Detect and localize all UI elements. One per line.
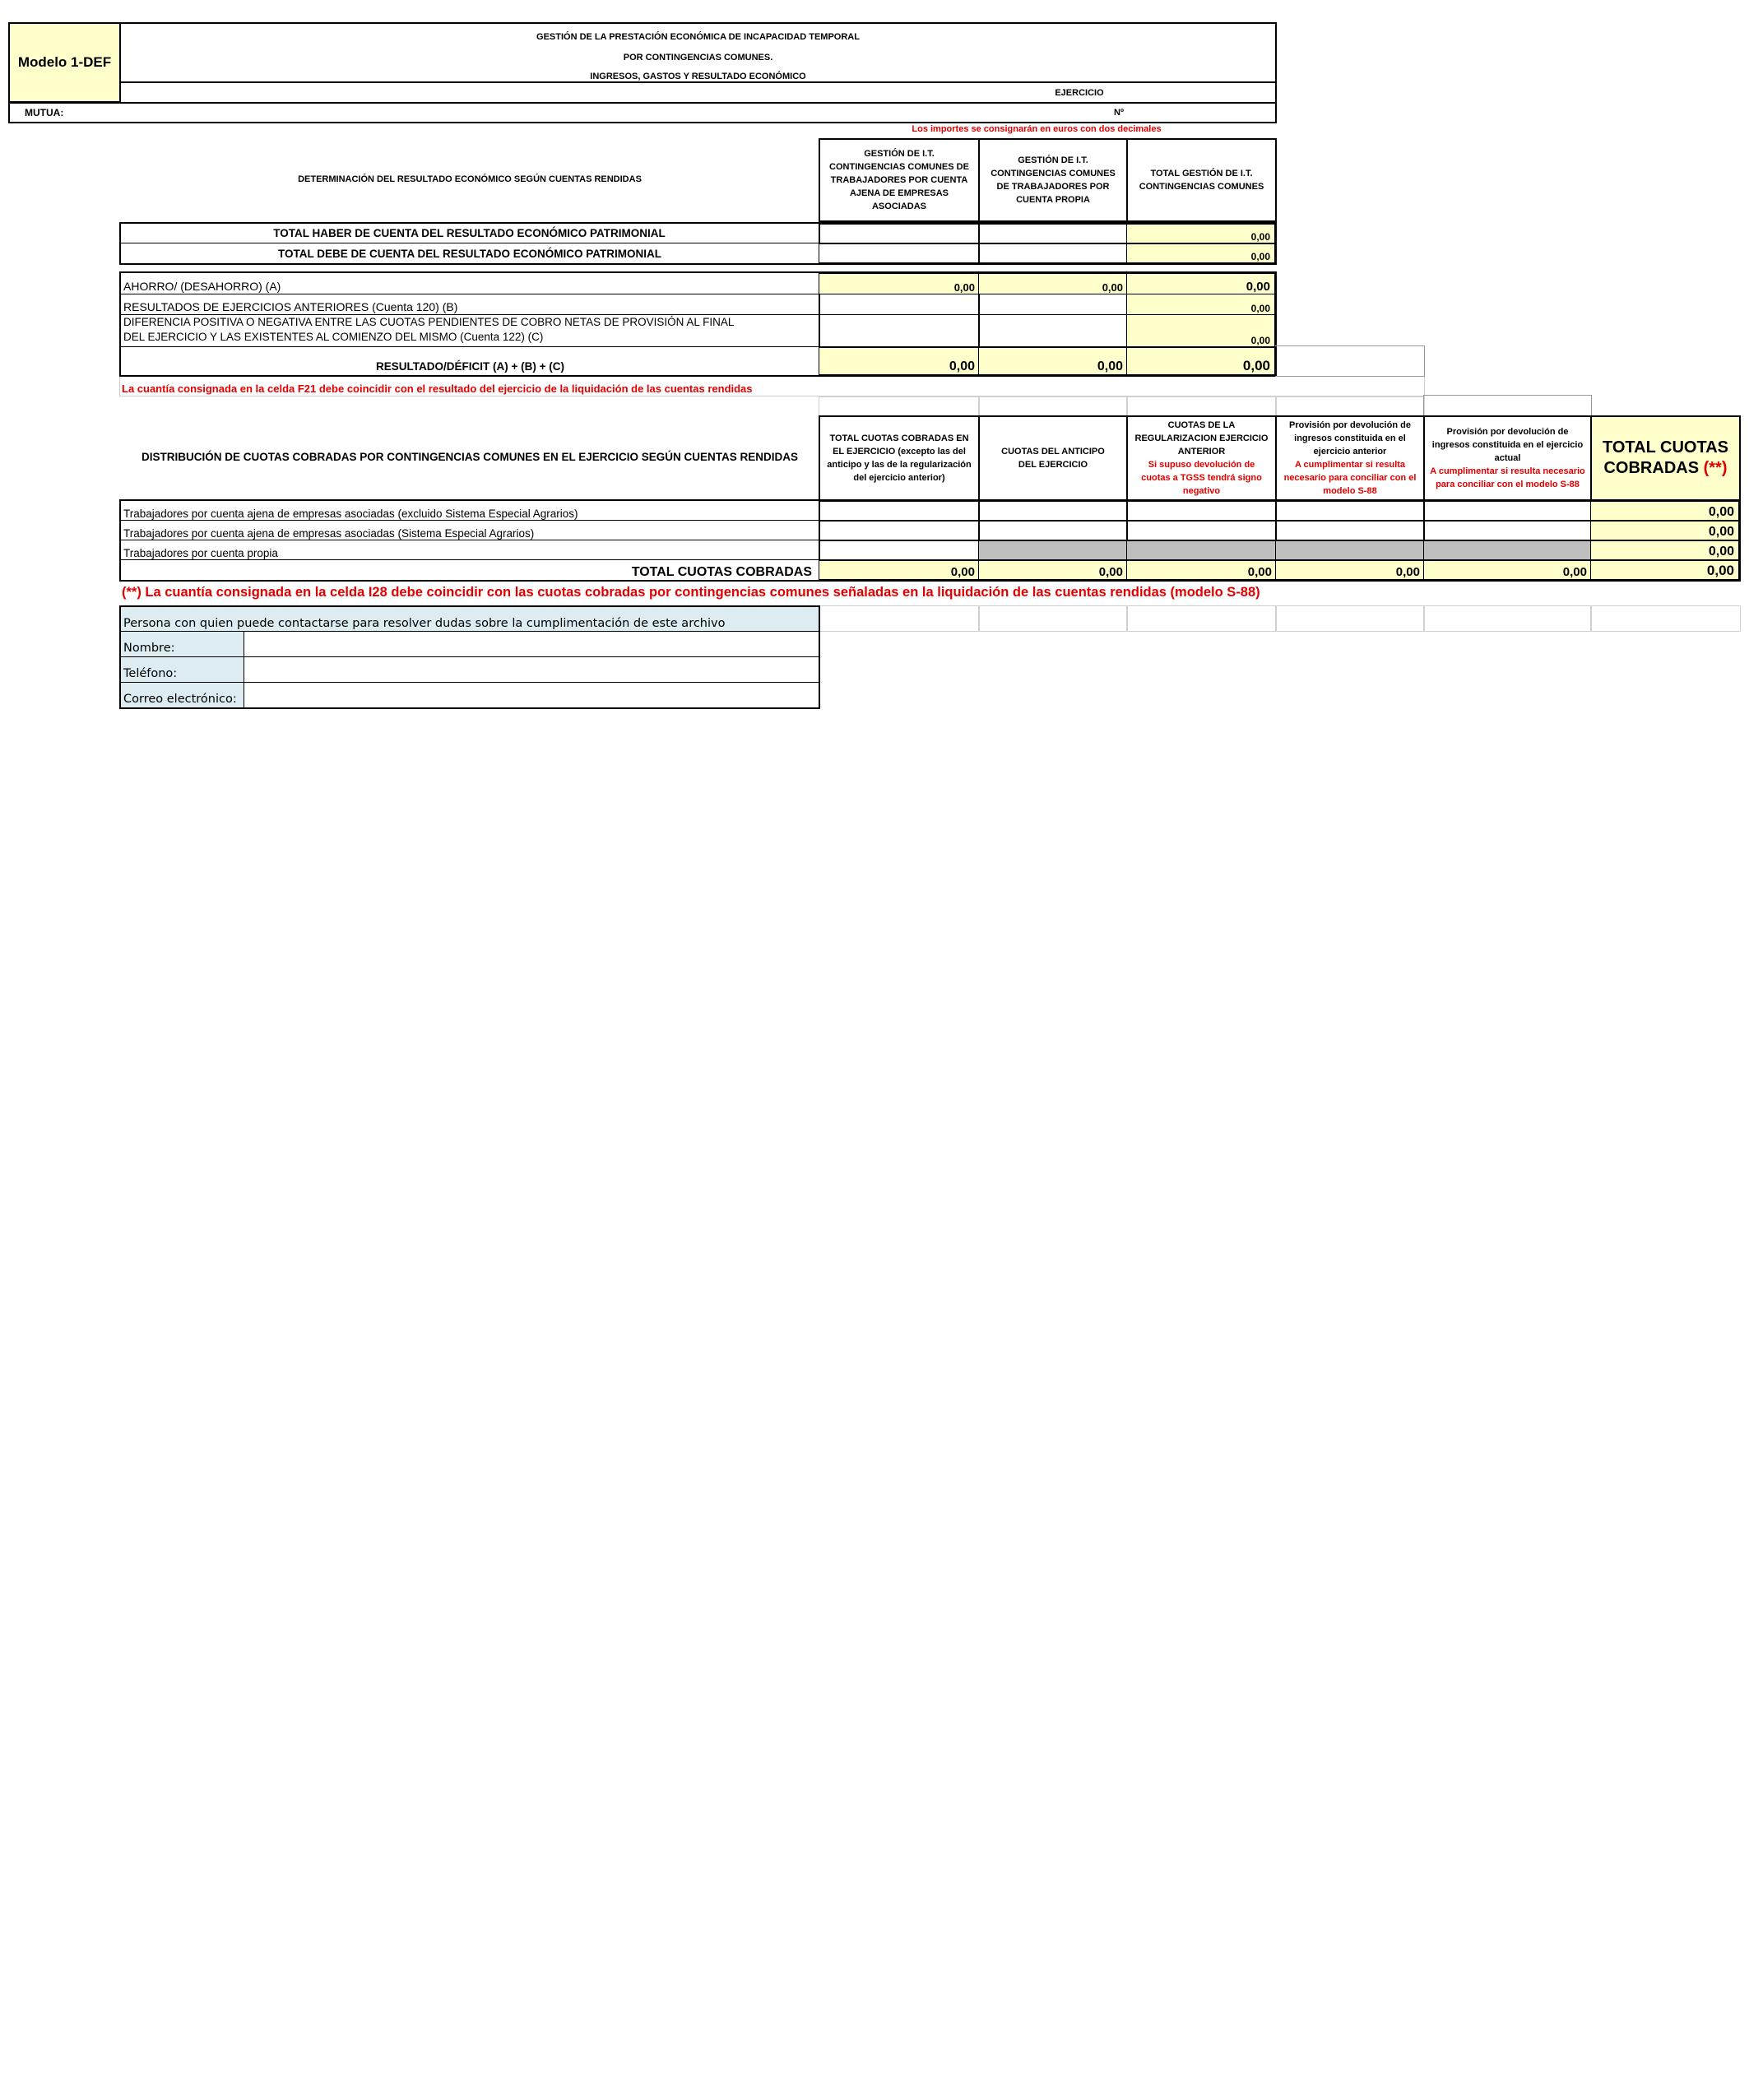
- guide-contacto-c5: [1423, 605, 1592, 632]
- cuotas-col5-red: A cumplimentar si resulta necesario para conciliar con el modelo S-88: [1430, 466, 1585, 489]
- numero-label: Nº: [1114, 108, 1124, 118]
- resultado-value-3: 0,00: [1126, 347, 1275, 375]
- cuotas-row2-c2[interactable]: [978, 521, 1128, 540]
- cuotas-col5-header: [1423, 415, 1592, 501]
- total-haber-c2[interactable]: [978, 224, 1128, 243]
- cuotas-row1-total: 0,00: [1590, 501, 1739, 521]
- resultado-col1-header: GESTIÓN DE I.T. CONTINGENCIAS COMUNES DE TRABAJADORES POR CUENTA AJENA DE EMPRESAS ASOCIADAS: [819, 138, 980, 222]
- title-line-1: GESTIÓN DE LA PRESTACIÓN ECONÓMICA DE INCAPACIDAD TEMPORAL: [536, 32, 860, 42]
- cuotas-col4-black: Provisión por devolución de ingresos constituida en el ejercicio anterior: [1289, 420, 1411, 457]
- correo-label: Correo electrónico:: [121, 683, 244, 707]
- ejercicio-row: [119, 81, 1277, 104]
- guide-row-c5: [1423, 395, 1592, 416]
- cuotas-row1-c1[interactable]: [819, 501, 980, 521]
- cuotas-row2-c1[interactable]: [819, 521, 980, 540]
- cuotas-total-label: TOTAL CUOTAS COBRADAS: [631, 565, 812, 579]
- cuotas-col6-black: TOTAL CUOTAS COBRADAS: [1603, 438, 1728, 477]
- cuotas-row2-c5[interactable]: [1423, 521, 1592, 540]
- guide-row-c4: [1275, 396, 1425, 416]
- cuotas-col5-black: Provisión por devolución de ingresos constituida en el ejercicio actual: [1431, 427, 1584, 463]
- cuotas-total-c6: 0,00: [1590, 560, 1739, 580]
- cuotas-col4-header: [1275, 415, 1425, 501]
- total-haber-label: TOTAL HABER DE CUENTA DEL RESULTADO ECONÓMICO PATRIMONIAL: [119, 224, 820, 243]
- cuotas-row1-label: Trabajadores por cuenta ajena de empresas asociadas (excluido Sistema Especial Agrarios): [121, 501, 820, 521]
- cuotas-row3-total: 0,00: [1590, 540, 1739, 560]
- resultado-label: RESULTADO/DÉFICIT (A) + (B) + (C): [121, 347, 820, 375]
- resultado-section-title: DETERMINACIÓN DEL RESULTADO ECONÓMICO SEGÚN CUENTAS RENDIDAS: [298, 174, 642, 184]
- total-debe-c1[interactable]: [819, 243, 980, 263]
- cuotas-col6-header: [1590, 415, 1741, 501]
- total-haber-c1[interactable]: [819, 224, 980, 243]
- cuotas-section-title: DISTRIBUCIÓN DE CUOTAS COBRADAS POR CONTINGENCIAS COMUNES EN EL EJERCICIO SEGÚN CUENTAS RENDIDAS: [141, 450, 799, 463]
- resultado-col3-header: TOTAL GESTIÓN DE I.T. CONTINGENCIAS COMUNES: [1126, 138, 1277, 222]
- ahorro-value-3: 0,00: [1126, 273, 1275, 294]
- ahorro-label: AHORRO/ (DESAHORRO) (A): [121, 273, 820, 294]
- ejercicio-label: EJERCICIO: [1055, 88, 1104, 98]
- cuotas-row3-c5-disabled: [1423, 540, 1592, 560]
- cuotas-row2-c3[interactable]: [1126, 521, 1277, 540]
- mutua-label: MUTUA:: [25, 107, 64, 118]
- cuotas-col1-header: TOTAL CUOTAS COBRADAS EN EL EJERCICIO (excepto las del anticipo y las de la regularización del ejercicio anterior): [819, 415, 980, 501]
- cuotas-row1-c2[interactable]: [978, 501, 1128, 521]
- resultados-anteriores-c1[interactable]: [819, 294, 980, 315]
- resultados-anteriores-value: 0,00: [1126, 294, 1275, 315]
- title-line-3: INGRESOS, GASTOS Y RESULTADO ECONÓMICO: [590, 72, 806, 81]
- cuotas-total-c5: 0,00: [1423, 560, 1592, 580]
- guide-box-1: [1275, 345, 1425, 377]
- diferencia-line-1: DIFERENCIA POSITIVA O NEGATIVA ENTRE LAS CUOTAS PENDIENTES DE COBRO NETAS DE PROVISIÓN AL FINAL: [123, 316, 735, 328]
- diferencia-c2[interactable]: [978, 314, 1128, 347]
- cuotas-row3-c3-disabled: [1126, 540, 1277, 560]
- cuotas-row3-c4-disabled: [1275, 540, 1425, 560]
- modelo-cell: [8, 22, 121, 103]
- diferencia-value: 0,00: [1126, 314, 1275, 347]
- cuotas-total-c1: 0,00: [819, 560, 980, 580]
- cuotas-col3-red: Si supuso devolución de cuotas a TGSS tendrá signo negativo: [1141, 460, 1262, 496]
- resultados-anteriores-label: RESULTADOS DE EJERCICIOS ANTERIORES (Cuenta 120) (B): [121, 294, 820, 315]
- importes-note: Los importes se consignarán en euros con dos decimales: [912, 124, 1162, 134]
- resultado-col2-header: GESTIÓN DE I.T. CONTINGENCIAS COMUNES DE TRABAJADORES POR CUENTA PROPIA: [978, 138, 1128, 222]
- nombre-field[interactable]: [244, 632, 819, 657]
- modelo-label: Modelo 1-DEF: [17, 54, 112, 70]
- cuotas-total-c2: 0,00: [978, 560, 1128, 580]
- total-debe-value: 0,00: [1126, 243, 1275, 263]
- cuotas-row3-label: Trabajadores por cuenta propia: [121, 540, 820, 560]
- cuotas-row1-c5[interactable]: [1423, 501, 1592, 521]
- total-debe-c2[interactable]: [978, 243, 1128, 263]
- guide-contacto-c2: [978, 605, 1128, 632]
- telefono-field[interactable]: [244, 657, 819, 683]
- resultado-value-1: 0,00: [819, 347, 980, 375]
- cuotas-col4-red: A cumplimentar si resulta necesario para conciliar con el modelo S-88: [1283, 460, 1417, 496]
- correo-field[interactable]: [244, 683, 819, 707]
- ahorro-value-2: 0,00: [978, 273, 1128, 294]
- cuotas-col2-header: CUOTAS DEL ANTICIPO DEL EJERCICIO: [978, 415, 1128, 501]
- cuotas-col3-black: CUOTAS DE LA REGULARIZACION EJERCICIO ANTERIOR: [1134, 420, 1269, 457]
- telefono-label: Teléfono:: [121, 657, 244, 683]
- resultado-value-2: 0,00: [978, 347, 1128, 375]
- diferencia-cell: [121, 314, 820, 347]
- title-block: [119, 22, 1277, 83]
- cuotas-row2-total: 0,00: [1590, 521, 1739, 540]
- cuotas-row2-label: Trabajadores por cuenta ajena de empresas asociadas (Sistema Especial Agrarios): [121, 521, 820, 540]
- cuotas-row1-c3[interactable]: [1126, 501, 1277, 521]
- cuotas-col6-red: (**): [1703, 459, 1728, 477]
- diferencia-line-2: DEL EJERCICIO Y LAS EXISTENTES AL COMIENZO DEL MISMO (Cuenta 122) (C): [123, 331, 544, 343]
- note-i28: (**) La cuantía consignada en la celda I28 debe coincidir con las cuotas cobradas por contingencias comunes señaladas en la liquidación de las cuentas rendidas (modelo S-88): [122, 584, 1260, 600]
- ahorro-value-1: 0,00: [819, 273, 980, 294]
- total-haber-value: 0,00: [1126, 224, 1275, 243]
- cuotas-total-c4: 0,00: [1275, 560, 1425, 580]
- total-debe-label: TOTAL DEBE DE CUENTA DEL RESULTADO ECONÓMICO PATRIMONIAL: [277, 247, 661, 260]
- guide-row-c3: [1126, 396, 1277, 416]
- note-f21: La cuantía consignada en la celda F21 debe coincidir con el resultado del ejercicio de la liquidación de las cuentas rendidas: [122, 382, 753, 395]
- guide-row-c2: [978, 396, 1128, 416]
- mutua-row: [8, 102, 1277, 123]
- cuotas-row3-c1[interactable]: [819, 540, 980, 560]
- diferencia-c1[interactable]: [819, 314, 980, 347]
- cuotas-row2-c4[interactable]: [1275, 521, 1425, 540]
- cuotas-total-c3: 0,00: [1126, 560, 1277, 580]
- contacto-title: Persona con quien puede contactarse para resolver dudas sobre la cumplimentación de este archivo: [121, 607, 819, 632]
- cuotas-row3-c2-disabled: [978, 540, 1128, 560]
- cuotas-row1-c4[interactable]: [1275, 501, 1425, 521]
- guide-contacto-c6: [1590, 605, 1741, 632]
- guide-contacto-c3: [1126, 605, 1277, 632]
- guide-contacto-c1: [819, 605, 980, 632]
- resultados-anteriores-c2[interactable]: [978, 294, 1128, 315]
- title-line-2: POR CONTINGENCIAS COMUNES.: [623, 53, 773, 63]
- guide-contacto-c4: [1275, 605, 1425, 632]
- nombre-label: Nombre:: [121, 632, 244, 657]
- guide-row-c1: [819, 396, 980, 416]
- cuotas-col3-header: [1126, 415, 1277, 501]
